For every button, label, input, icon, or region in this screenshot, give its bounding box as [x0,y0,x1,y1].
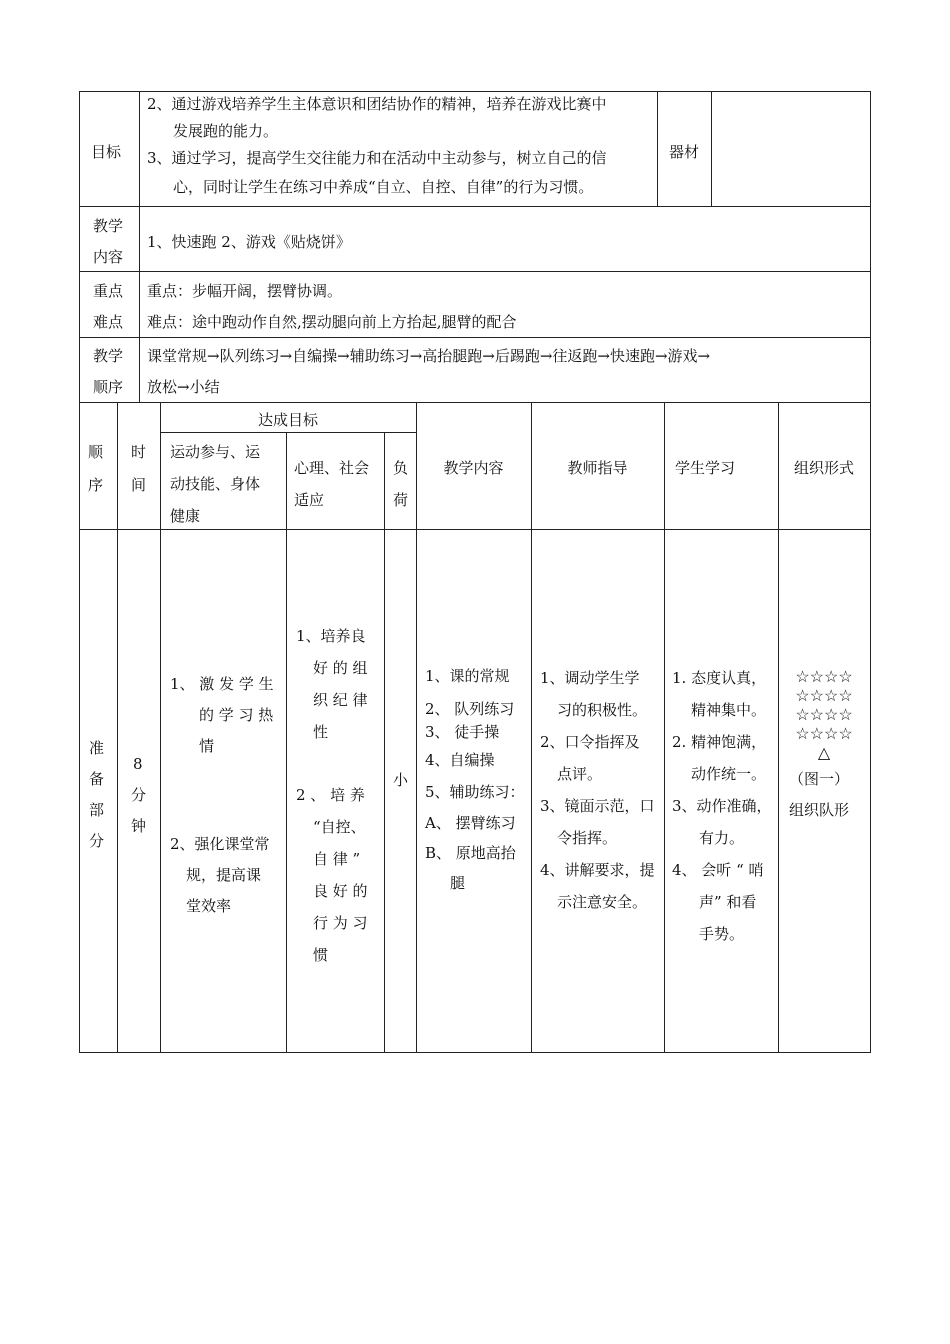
section-time: 8 [133,755,143,773]
equipment-divider [657,91,658,206]
content-item: 3、 徒手操 [425,723,500,741]
section-name: 备 [89,770,105,788]
student-learning-item: 声” 和看 [699,893,757,911]
difficulty-point: 难点：途中跑动作自然,摆动腿向前上方抬起,腿臂的配合 [147,313,517,331]
sport-goal-1: 情 [199,737,215,755]
teacher-guide-item: 令指挥。 [557,829,618,847]
formation-stars-row: ☆☆☆☆ [795,667,853,686]
objective-3-cont: 心，同时让学生在练习中养成“自立、自控、自律”的行为习惯。 [173,178,594,196]
sport-goal-1: 1、 激 发 学 生 [170,675,274,693]
content-label: 教学 [93,217,124,235]
sequence-label: 教学 [93,347,124,365]
content-item: 2、 队列练习 [425,700,515,718]
content-item: 1、课的常规 [425,667,510,685]
section-name: 准 [89,739,105,757]
sport-goal-1: 的 学 习 热 [199,706,274,724]
psych-goal-2: 2 、 培 养 [296,786,365,804]
header-psych: 适应 [294,491,325,509]
student-learning-item: 手势。 [699,925,745,943]
content-item: 腿 [450,874,466,892]
content-item: B、 原地高抬 [425,844,516,862]
header-time: 时 [131,443,147,461]
teacher-triangle-icon: △ [817,743,831,762]
student-learning-item: 有力。 [699,829,745,847]
objectives-label: 目标 [91,143,122,161]
psych-goal-2: “自控、 [313,818,366,836]
col-divider [416,402,417,1052]
organization-text: 组织队形 [789,801,850,819]
col-divider [531,402,532,1052]
header-order: 顺 [88,443,104,461]
col-divider [664,402,665,1052]
psych-goal-1: 性 [313,723,329,741]
sequence-text-cont: 放松→小结 [147,378,220,396]
header-sport: 健康 [170,507,201,525]
section-time: 分 [131,786,147,804]
col-divider [160,402,161,1052]
student-learning-item: 4、 会听 “ 哨 [672,861,764,879]
student-learning-item: 1. 态度认真， [672,669,767,687]
objective-3: 3、通过学习，提高学生交往能力和在活动中主动参与，树立自己的信 [147,149,607,167]
teacher-guide-item: 点评。 [557,765,603,783]
load-value: 小 [393,771,409,789]
header-order: 序 [88,476,104,494]
header-sport: 运动参与、运 [170,443,261,461]
psych-goal-1: 1、培养良 [296,627,366,645]
content-text: 1、快速跑 2、游戏《贴烧饼》 [147,233,351,251]
label-col-divider [139,91,140,402]
teacher-guide-item: 3、镜面示范，口 [540,797,655,815]
student-learning-item: 精神集中。 [691,701,767,719]
section-time: 钟 [131,817,147,835]
col-divider [384,432,385,1052]
equipment-label: 器材 [669,143,700,161]
formation-stars-row: ☆☆☆☆ [795,686,853,705]
row-divider [79,206,871,207]
psych-goal-1: 织 纪 律 [313,691,368,709]
section-name: 分 [89,832,105,850]
psych-goal-1: 好 的 组 [313,659,368,677]
psych-goal-2: 良 好 的 [313,882,368,900]
table-border-right [870,91,871,1053]
objective-2-cont: 发展跑的能力。 [173,122,279,140]
teacher-guide-item: 示注意安全。 [557,893,648,911]
header-psych: 心理、社会 [294,459,370,477]
student-learning-item: 3、动作准确， [672,797,772,815]
figure-caption: （图一） [789,770,850,788]
sequence-label: 顺序 [93,378,124,396]
psych-goal-2: 行 为 习 [313,914,368,932]
header-sport: 动技能、身体 [170,475,261,493]
table-border-bottom [79,1052,871,1053]
header-goals: 达成目标 [257,411,318,429]
content-label: 内容 [93,248,124,266]
formation-stars-row: ☆☆☆☆ [795,724,853,743]
objective-2: 2、通过游戏培养学生主体意识和团结协作的精神，培养在游戏比赛中 [147,95,607,113]
header-load: 荷 [393,491,409,509]
teacher-guide-item: 习的积极性。 [557,701,648,719]
formation-stars-row: ☆☆☆☆ [795,705,853,724]
sport-goal-2: 堂效率 [186,897,232,915]
header-organization: 组织形式 [793,459,854,477]
header-teaching-content: 教学内容 [443,459,504,477]
teacher-guide-item: 2、口令指挥及 [540,733,640,751]
header-time: 间 [131,476,147,494]
sport-goal-2: 规，提高课 [186,866,262,884]
content-item: 4、自编操 [425,751,495,769]
student-learning-item: 动作统一。 [691,765,767,783]
table-border-left [79,91,80,1053]
psych-goal-2: 自 律 ” [313,850,361,868]
col-divider [117,402,118,1052]
row-divider [79,271,871,272]
header-load: 负 [393,459,409,477]
sequence-text: 课堂常规→队列练习→自编操→辅助练习→高抬腿跑→后踢跑→往返跑→快速跑→游戏→ [147,347,711,365]
teacher-guide-item: 1、调动学生学 [540,669,640,687]
keypoints-label: 重点 [93,282,124,300]
key-point: 重点：步幅开阔，摆臂协调。 [147,282,343,300]
keypoints-label: 难点 [93,313,124,331]
section-name: 部 [89,801,105,819]
header-teacher-guide: 教师指导 [567,459,628,477]
student-learning-item: 2. 精神饱满， [672,733,767,751]
header-student-learning: 学生学习 [675,459,736,477]
sport-goal-2: 2、强化课堂常 [170,835,270,853]
teacher-guide-item: 4、讲解要求，提 [540,861,655,879]
psych-goal-2: 惯 [313,946,329,964]
content-item: 5、辅助练习： [425,783,525,801]
equipment-divider [711,91,712,206]
content-item: A、 摆臂练习 [425,814,516,832]
col-divider [286,432,287,1052]
